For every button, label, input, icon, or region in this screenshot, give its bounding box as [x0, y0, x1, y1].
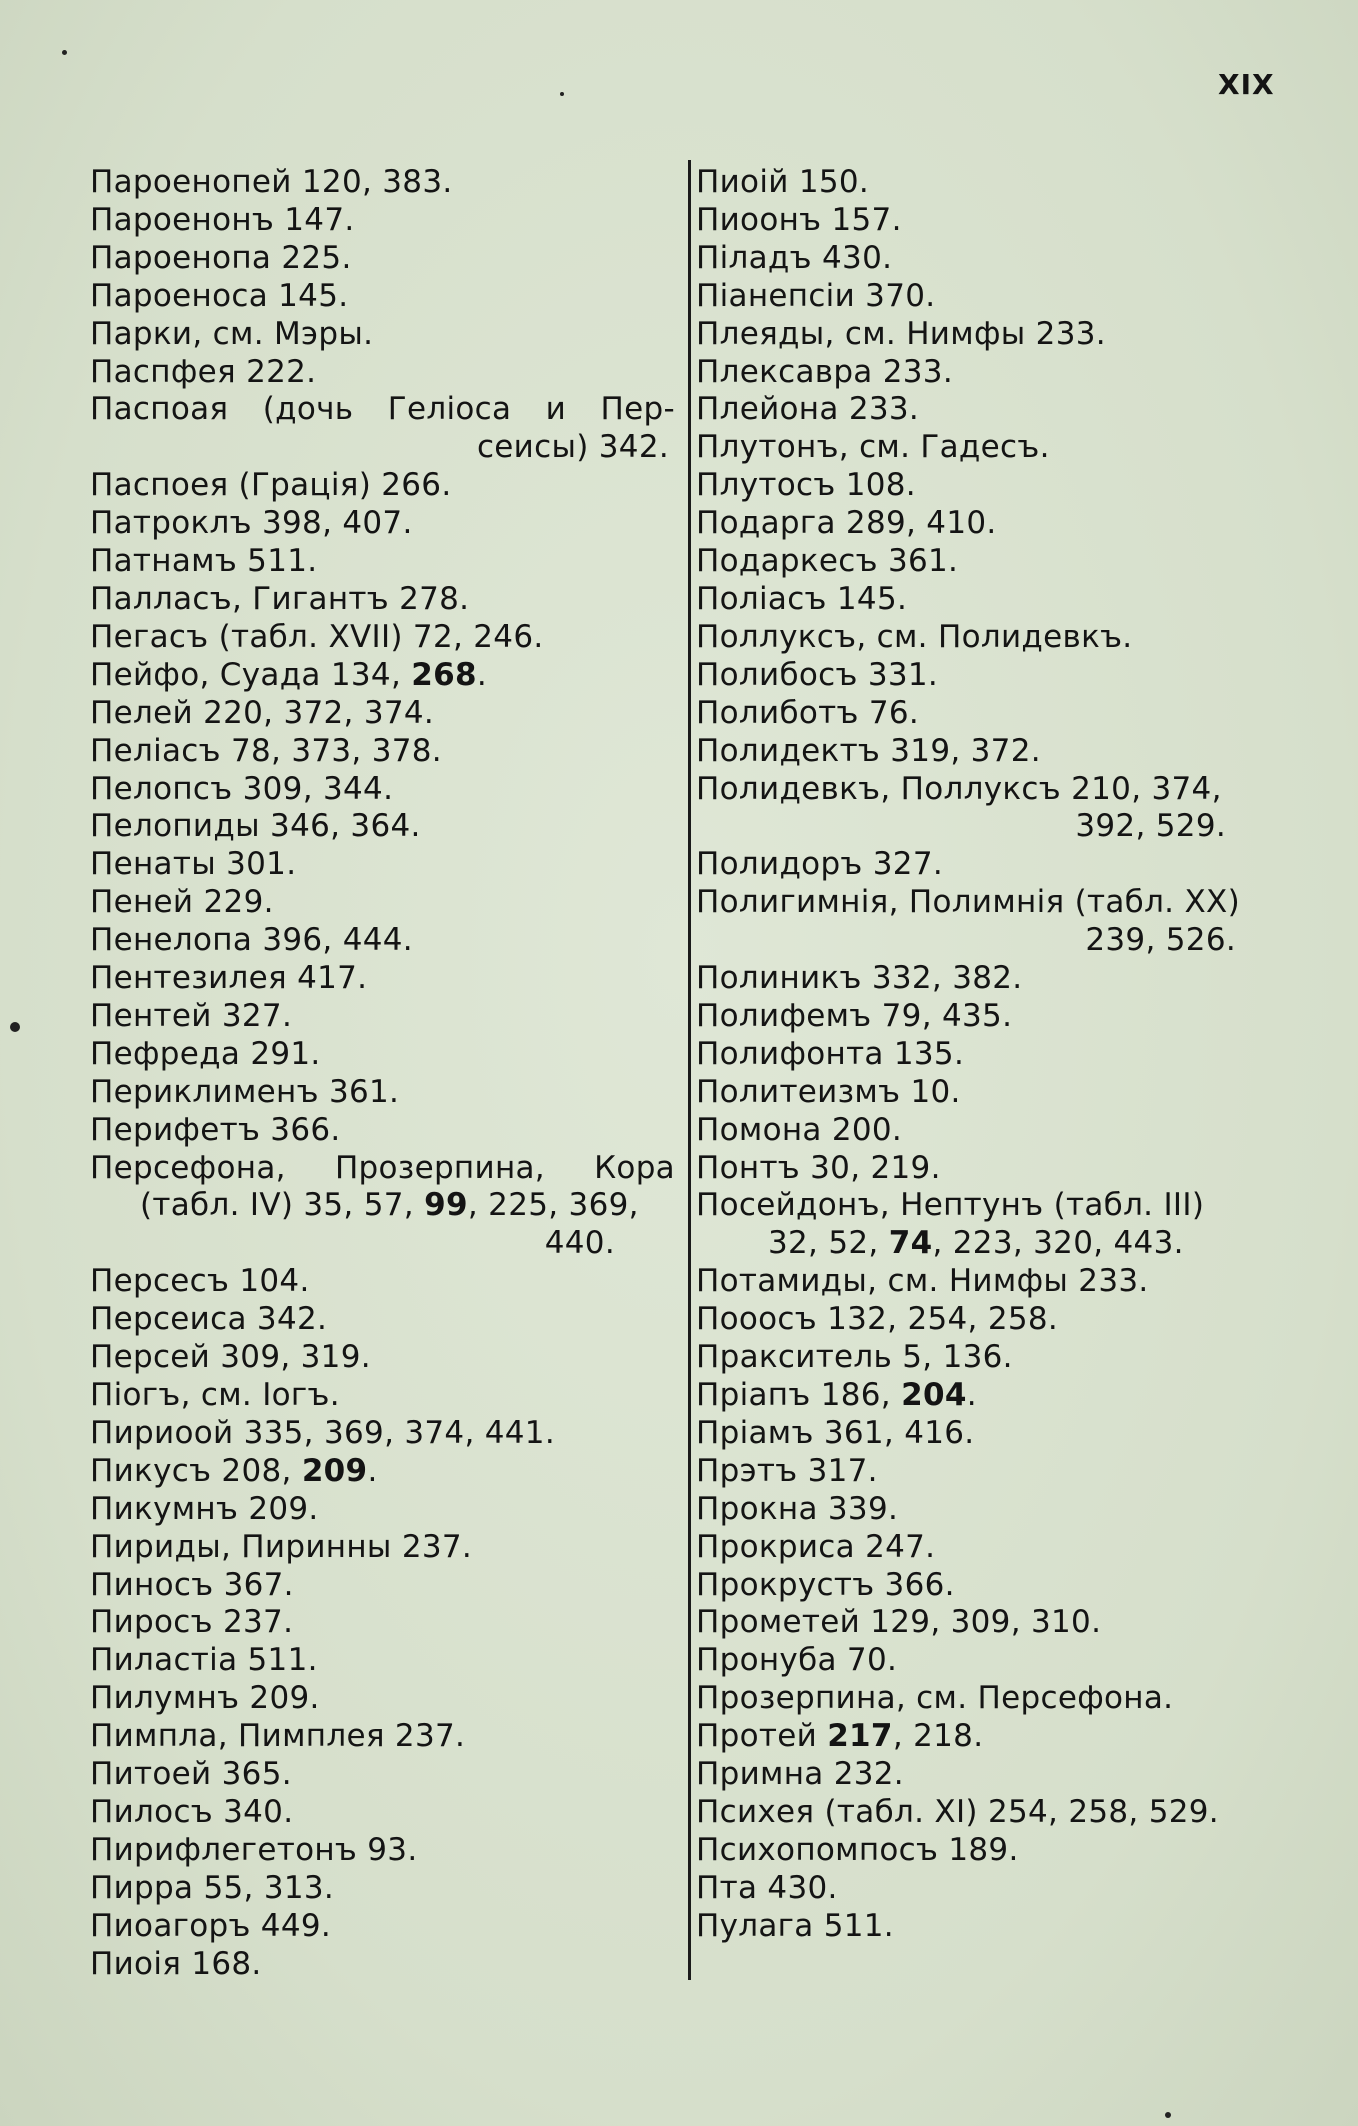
entry-word: и	[545, 391, 567, 428]
index-entry: Пилосъ 340.	[90, 1793, 294, 1830]
index-entry: Пиносъ 367.	[90, 1566, 294, 1603]
index-entry: Примна 232.	[696, 1756, 904, 1793]
index-entry: Пароеноса 145.	[90, 277, 349, 314]
index-entry: Прокрустъ 366.	[696, 1566, 955, 1603]
index-entry: Пиоонъ 157.	[696, 201, 902, 238]
column-divider	[688, 160, 691, 1980]
entry-text: 32, 52,	[768, 1225, 889, 1262]
bold-page-ref: 209	[301, 1452, 368, 1489]
index-entry: Паспоея (Грація) 266.	[90, 467, 452, 504]
index-entry: Полиботъ 76.	[696, 694, 920, 731]
index-entry: Поллуксъ, см. Полидевкъ.	[696, 618, 1133, 655]
index-entry: Піладъ 430.	[696, 239, 893, 276]
index-entry: Персеиса 342.	[90, 1301, 328, 1338]
index-entry: Посейдонъ, Нептунъ (табл. III)	[696, 1187, 1205, 1224]
entry-text: .	[476, 656, 488, 693]
bold-page-ref: 74	[888, 1225, 933, 1262]
bold-page-ref: 217	[827, 1718, 893, 1755]
entry-word: Геліоса	[387, 391, 512, 428]
index-entry: Пулага 511.	[696, 1907, 894, 1944]
index-entry-continuation	[90, 1187, 675, 1225]
index-entry: Пооосъ 132, 254, 258.	[696, 1301, 1059, 1338]
index-entry: Полидоръ 327.	[696, 846, 943, 883]
index-entry	[90, 657, 675, 695]
index-entry: Плеяды, см. Нимфы 233.	[696, 315, 1106, 352]
index-entry: Политеизмъ 10.	[696, 1073, 961, 1110]
index-entry: Пентей 327.	[90, 997, 293, 1034]
index-entry: Пенаты 301.	[90, 846, 297, 883]
entry-word: Паспоая	[90, 391, 229, 428]
page-number: XIX	[1218, 68, 1275, 101]
index-entry: Полифемъ 79, 435.	[696, 997, 1013, 1034]
entry-text: Протей	[696, 1718, 828, 1755]
index-entry: Пиоагоръ 449.	[90, 1907, 332, 1944]
index-entry: Прокна 339.	[696, 1490, 899, 1527]
entry-word: Прозерпина,	[334, 1149, 545, 1186]
index-entry: Пароенонъ 147.	[90, 201, 355, 238]
index-entry: Пикумнъ 209.	[90, 1490, 319, 1527]
index-entry: Пта 430.	[696, 1869, 838, 1906]
entry-text: (табл. IV) 35, 57,	[140, 1187, 425, 1224]
index-entry: Пиоій 150.	[696, 164, 870, 200]
entry-text: .	[966, 1377, 977, 1413]
index-entry: Пегасъ (табл. XVII) 72, 246.	[90, 618, 544, 655]
index-entry: Помона 200.	[696, 1111, 903, 1148]
index-entry: Прэтъ 317.	[696, 1452, 878, 1489]
index-entry: Полидевкъ, Поллуксъ 210, 374,	[696, 770, 1222, 807]
index-entry: Понтъ 30, 219.	[696, 1149, 941, 1186]
index-entry: Плейона 233.	[696, 391, 920, 428]
entry-text: , 223, 320, 443.	[932, 1225, 1184, 1262]
index-entry: Парки, см. Мэры.	[90, 315, 374, 352]
index-entry: Пелей 220, 372, 374.	[90, 694, 435, 731]
entry-text: Пейфо, Суада 134,	[90, 656, 412, 693]
index-entry: Подарга 289, 410.	[696, 505, 997, 542]
index-entry: Піогъ, см. Іогъ.	[90, 1377, 340, 1413]
index-entry-continuation: сеисы) 342.	[476, 429, 669, 466]
index-entry: Пелопиды 346, 364.	[90, 808, 421, 845]
index-entry: Пеней 229.	[90, 884, 274, 921]
index-entry: Прокриса 247.	[696, 1528, 936, 1565]
index-entry: Поліасъ 145.	[696, 580, 908, 617]
index-entry	[696, 1377, 1296, 1415]
index-entry: Пимпла, Пимплея 237.	[90, 1718, 466, 1755]
bold-page-ref: 99	[424, 1187, 468, 1224]
index-entry-continuation: 392, 529.	[1075, 808, 1226, 845]
index-entry: Перифетъ 366.	[90, 1111, 341, 1148]
index-entry: Периклименъ 361.	[90, 1073, 400, 1110]
index-entry	[90, 1453, 675, 1491]
index-entry: Пароенопей 120, 383.	[90, 164, 453, 200]
index-entry: Палласъ, Гигантъ 278.	[90, 580, 470, 617]
index-entry: Піанепсіи 370.	[696, 277, 936, 314]
index-entry: Персей 309, 319.	[90, 1339, 371, 1376]
ink-speck	[62, 50, 67, 55]
entry-word: Кора	[594, 1149, 675, 1186]
index-entry: Пеліасъ 78, 373, 378.	[90, 732, 442, 769]
index-entry: Плутосъ 108.	[696, 467, 916, 504]
bold-page-ref: 204	[901, 1377, 967, 1413]
index-entry: Пириоой 335, 369, 374, 441.	[90, 1414, 555, 1451]
index-entry: Пиластіа 511.	[90, 1642, 318, 1679]
index-entry: Прометей 129, 309, 310.	[696, 1604, 1102, 1641]
ink-speck	[1165, 2112, 1171, 2118]
index-entry: Пронуба 70.	[696, 1642, 898, 1679]
index-entry: Паспфея 222.	[90, 353, 317, 390]
index-entry: Плексавра 233.	[696, 353, 953, 390]
index-entry-continuation: 440.	[544, 1225, 615, 1262]
index-entry: Пилумнъ 209.	[90, 1680, 320, 1717]
index-entry: Пракситель 5, 136.	[696, 1339, 1013, 1376]
ink-speck	[10, 1022, 20, 1032]
index-entry: Пелопсъ 309, 344.	[90, 770, 394, 807]
index-entry: Потамиды, см. Нимфы 233.	[696, 1263, 1149, 1300]
entry-text: .	[367, 1452, 378, 1489]
index-entry: Психопомпосъ 189.	[696, 1831, 1019, 1868]
index-entry: Пароенопа 225.	[90, 239, 352, 276]
index-entry: Полибосъ 331.	[696, 656, 939, 693]
index-entry: Патроклъ 398, 407.	[90, 505, 413, 542]
index-entry: Прозерпина, см. Персефона.	[696, 1680, 1174, 1717]
index-entry: Пефреда 291.	[90, 1035, 321, 1072]
index-entry: Пенелопа 396, 444.	[90, 922, 413, 959]
entry-text: , 225, 369,	[467, 1187, 639, 1224]
index-entry	[90, 391, 675, 429]
entry-text: Пріапъ 186,	[696, 1377, 902, 1413]
bold-page-ref: 268	[411, 656, 477, 693]
index-entry: Пиоія 168.	[90, 1945, 262, 1982]
index-entry: Полифонта 135.	[696, 1035, 965, 1072]
index-entry: Пентезилея 417.	[90, 960, 368, 997]
ink-speck	[560, 92, 564, 96]
index-entry: Пирифлегетонъ 93.	[90, 1831, 418, 1868]
index-entry: Пиросъ 237.	[90, 1604, 294, 1641]
index-entry: Пирра 55, 313.	[90, 1869, 335, 1906]
entry-text: , 218.	[892, 1718, 984, 1755]
entry-text: Пикусъ 208,	[90, 1452, 302, 1489]
index-entry: Питоей 365.	[90, 1756, 292, 1793]
index-entry: Пириды, Пиринны 237.	[90, 1528, 473, 1565]
index-entry-continuation: 239, 526.	[1085, 922, 1236, 959]
index-column-left	[90, 164, 675, 1984]
index-column-right	[696, 164, 1296, 1946]
index-entry	[90, 1150, 675, 1188]
index-entry	[696, 1718, 1296, 1756]
index-entry: Патнамъ 511.	[90, 543, 318, 580]
index-entry: Психея (табл. XI) 254, 258, 529.	[696, 1793, 1219, 1830]
index-entry: Подаркесъ 361.	[696, 543, 959, 580]
index-entry: Персесъ 104.	[90, 1263, 310, 1300]
index-entry: Полигимнія, Полимнія (табл. XX)	[696, 884, 1240, 921]
index-entry: Полиникъ 332, 382.	[696, 960, 1023, 997]
index-entry: Плутонъ, см. Гадесъ.	[696, 429, 1050, 466]
entry-word: Персефона,	[90, 1149, 286, 1186]
entry-word: Пер-	[600, 391, 675, 428]
index-entry: Пріамъ 361, 416.	[696, 1414, 975, 1451]
entry-word: (дочь	[262, 391, 354, 428]
index-entry-continuation	[696, 1225, 1296, 1263]
index-entry: Полидектъ 319, 372.	[696, 732, 1041, 769]
